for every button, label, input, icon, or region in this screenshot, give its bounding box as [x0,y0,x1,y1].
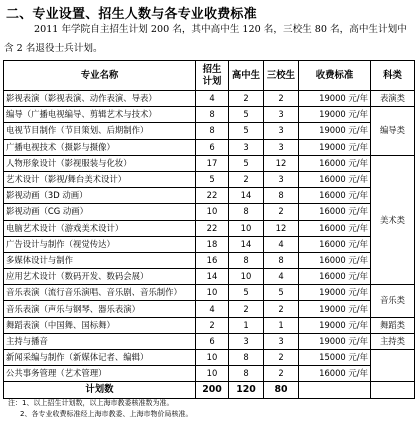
total-three: 80 [264,382,299,398]
cell-name: 艺术设计（影视/舞台美术设计） [4,171,196,187]
cell-plan: 8 [196,107,229,123]
cell-high: 14 [229,236,264,252]
cell-high: 5 [229,155,264,171]
total-category-empty [371,382,415,398]
header-category: 科类 [371,61,415,91]
cell-plan: 14 [196,269,229,285]
cell-plan: 10 [196,285,229,301]
enrollment-fee-table [3,60,415,399]
cell-name: 新闻采编与制作（新媒体记者、编辑） [4,350,196,366]
cell-fee: 19000 元/年 [299,301,371,317]
cell-plan: 4 [196,301,229,317]
cell-name: 影视动画（CG 动画） [4,204,196,220]
table-row [4,123,415,139]
cell-three: 8 [264,252,299,268]
cell-three: 5 [264,285,299,301]
total-row [4,382,415,398]
cell-name: 影视表演（影视表演、动作表演、导表） [4,91,196,107]
cell-name: 应用艺术设计（数码开发、数码会展） [4,269,196,285]
cell-name: 人物形象设计（影视服装与化妆） [4,155,196,171]
cell-plan: 10 [196,366,229,382]
table-row [4,350,415,366]
cell-name: 电脑艺术设计（游戏美术设计） [4,220,196,236]
cell-category-dance: 舞蹈类 [371,317,415,333]
table-row [4,188,415,204]
table-row [4,301,415,317]
cell-high: 10 [229,269,264,285]
cell-three: 12 [264,220,299,236]
cell-fee: 19000 元/年 [299,107,371,123]
cell-three: 3 [264,123,299,139]
cell-plan: 22 [196,220,229,236]
cell-name: 广告设计与制作（视觉传达） [4,236,196,252]
cell-fee: 16000 元/年 [299,269,371,285]
footnotes [8,398,192,419]
table-row [4,317,415,333]
total-plan: 200 [196,382,229,398]
cell-three: 3 [264,171,299,187]
table-row [4,171,415,187]
cell-category-fine-arts: 美术类 [371,155,415,285]
cell-name: 公共事务管理（艺术管理） [4,366,196,382]
table-row [4,366,415,382]
table-row [4,333,415,349]
table-row [4,285,415,301]
cell-plan: 10 [196,350,229,366]
header-three: 三校生 [264,61,299,91]
section-heading: 二、专业设置、招生人数与各专业收费标准 [6,7,257,22]
cell-fee: 19000 元/年 [299,139,371,155]
cell-three: 4 [264,269,299,285]
cell-three: 3 [264,107,299,123]
cell-fee: 16000 元/年 [299,252,371,268]
cell-plan: 17 [196,155,229,171]
table-row [4,204,415,220]
cell-name: 电视节目制作（节目策划、后期制作） [4,123,196,139]
cell-plan: 6 [196,139,229,155]
cell-three: 1 [264,317,299,333]
cell-category-music: 音乐类 [371,285,415,317]
cell-high: 8 [229,350,264,366]
table-header-row [4,61,415,91]
cell-plan: 6 [196,333,229,349]
table-row [4,236,415,252]
cell-name: 主持与播音 [4,333,196,349]
total-label: 计划数 [4,382,196,398]
cell-fee: 19000 元/年 [299,285,371,301]
cell-high: 8 [229,204,264,220]
cell-high: 5 [229,285,264,301]
cell-fee: 16000 元/年 [299,366,371,382]
cell-category-performance: 表演类 [371,91,415,107]
table-row [4,269,415,285]
cell-high: 5 [229,107,264,123]
cell-fee: 16000 元/年 [299,220,371,236]
table-row [4,107,415,123]
header-plan: 招生计划 [196,61,229,91]
cell-high: 10 [229,220,264,236]
cell-category-empty [371,350,415,382]
table-row [4,252,415,268]
total-fee-empty [299,382,371,398]
header-high: 高中生 [229,61,264,91]
total-high: 120 [229,382,264,398]
cell-three: 2 [264,366,299,382]
cell-high: 2 [229,91,264,107]
cell-three: 3 [264,333,299,349]
cell-plan: 18 [196,236,229,252]
cell-fee: 19000 元/年 [299,91,371,107]
footnote-2: 2、各专业收费标准经上海市教委、上海市物价局核准。 [20,409,193,418]
cell-three: 8 [264,188,299,204]
cell-plan: 2 [196,317,229,333]
table-row [4,139,415,155]
table-row [4,155,415,171]
cell-name: 舞蹈表演（中国舞、国标舞） [4,317,196,333]
cell-three: 3 [264,139,299,155]
cell-fee: 16000 元/年 [299,155,371,171]
cell-fee: 16000 元/年 [299,171,371,187]
cell-name: 编导（广播电视编导、剪辑艺术与技术） [4,107,196,123]
cell-plan: 5 [196,171,229,187]
cell-fee: 15000 元/年 [299,350,371,366]
cell-high: 2 [229,301,264,317]
cell-high: 14 [229,188,264,204]
cell-fee: 19000 元/年 [299,333,371,349]
cell-high: 3 [229,139,264,155]
table-row [4,91,415,107]
cell-plan: 10 [196,204,229,220]
cell-category-hosting: 主持类 [371,333,415,349]
cell-fee: 16000 元/年 [299,204,371,220]
cell-name: 音乐表演（声乐与钢琴、器乐表演） [4,301,196,317]
cell-plan: 22 [196,188,229,204]
cell-plan: 16 [196,252,229,268]
cell-name: 广播电视技术（摄影与摄像） [4,139,196,155]
cell-high: 2 [229,171,264,187]
header-fee: 收费标准 [299,61,371,91]
cell-three: 2 [264,91,299,107]
table-row [4,220,415,236]
cell-high: 1 [229,317,264,333]
cell-three: 2 [264,204,299,220]
cell-high: 8 [229,252,264,268]
intro-paragraph: 2011 年学院自主招生计划 200 名，其中高中生 120 名，三校生 80 名，高中生计划中含 2 名退役士兵计划。 [4,24,407,54]
cell-high: 5 [229,123,264,139]
cell-fee: 16000 元/年 [299,236,371,252]
cell-three: 12 [264,155,299,171]
cell-name: 影视动画（3D 动画） [4,188,196,204]
cell-fee: 19000 元/年 [299,123,371,139]
cell-high: 8 [229,366,264,382]
header-major: 专业名称 [4,61,196,91]
cell-three: 2 [264,350,299,366]
footnote-1: 注：1、以上招生计划数，以上海市教委核准数为准。 [8,399,174,407]
cell-category-directing: 编导类 [371,107,415,156]
cell-fee: 16000 元/年 [299,188,371,204]
cell-plan: 4 [196,91,229,107]
cell-name: 音乐表演（流行音乐演唱、音乐剧、音乐制作） [4,285,196,301]
cell-name: 多媒体设计与制作 [4,252,196,268]
cell-fee: 19000 元/年 [299,317,371,333]
cell-high: 3 [229,333,264,349]
cell-three: 4 [264,236,299,252]
cell-plan: 8 [196,123,229,139]
cell-three: 2 [264,301,299,317]
